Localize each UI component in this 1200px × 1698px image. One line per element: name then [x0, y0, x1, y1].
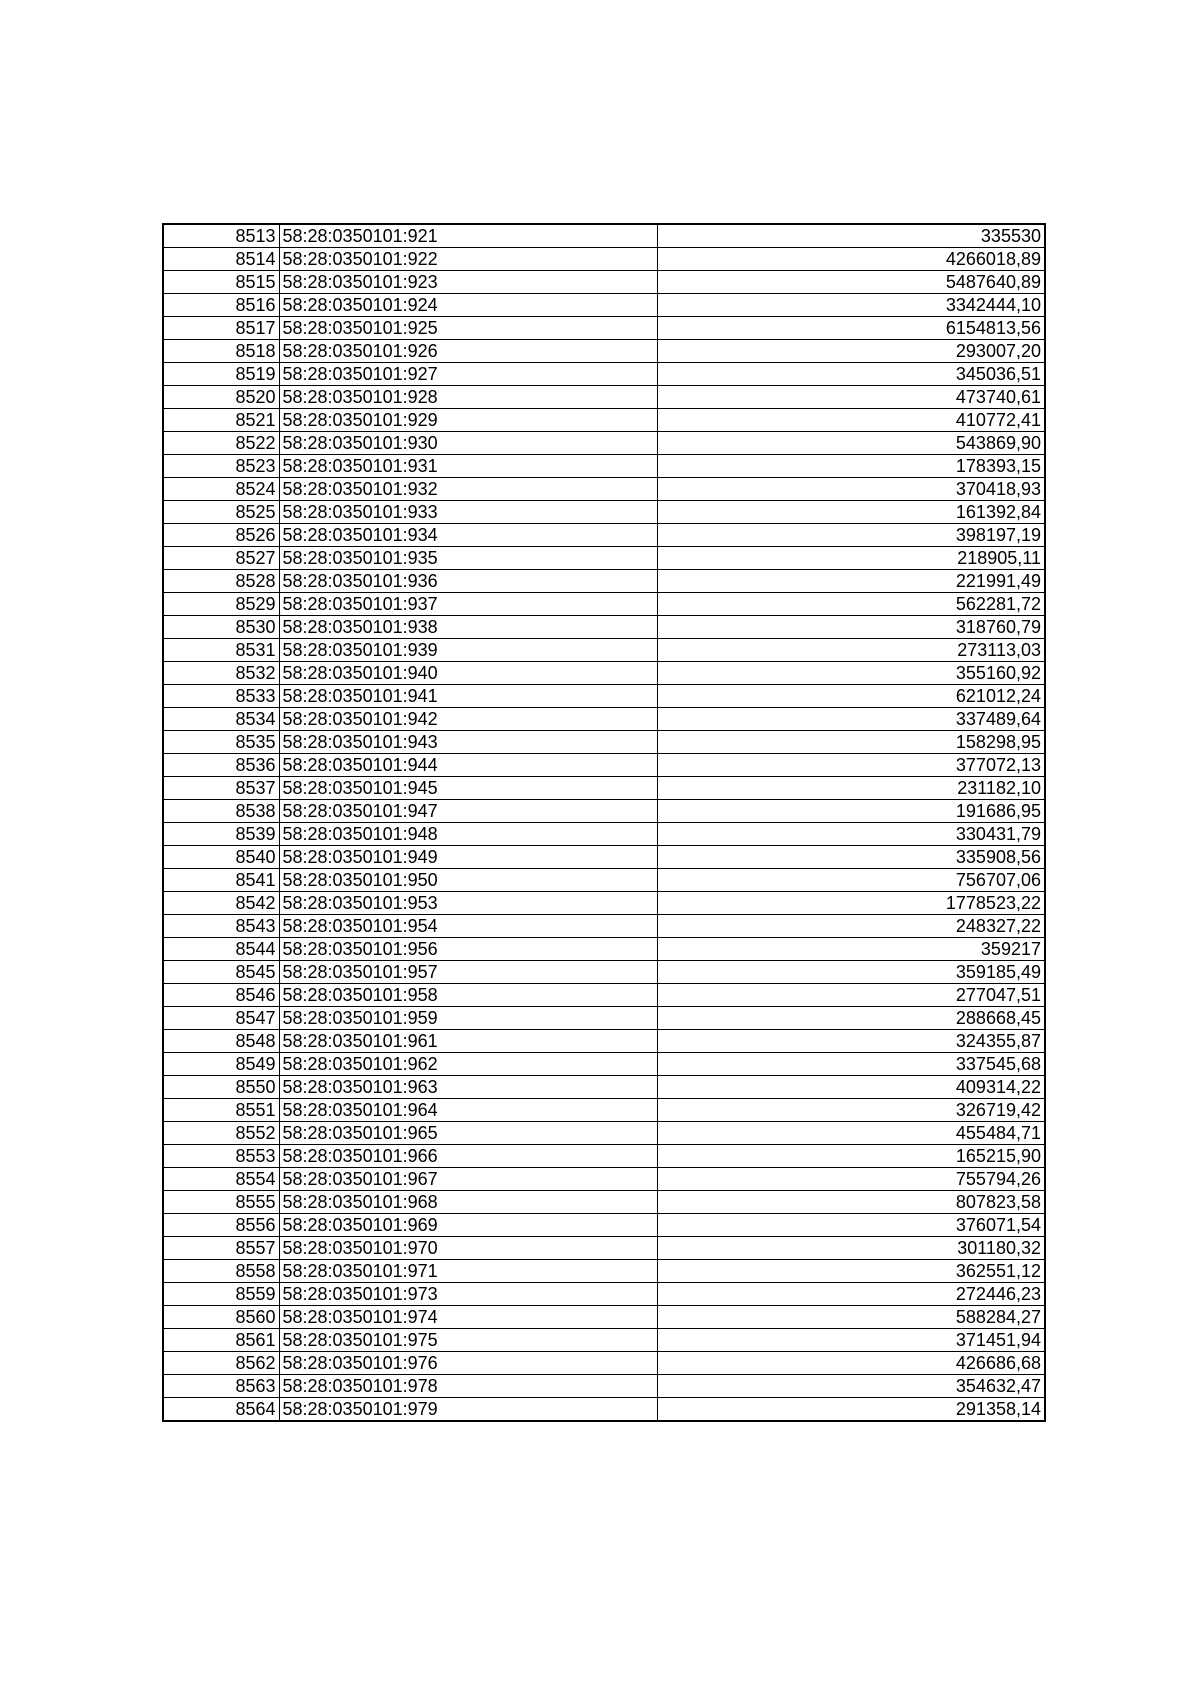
cadastral-value-cell: 588284,27	[657, 1306, 1045, 1329]
cadastral-number-cell: 58:28:0350101:926	[279, 340, 657, 363]
table-row	[163, 409, 1045, 432]
cadastral-number-cell: 58:28:0350101:953	[279, 892, 657, 915]
cadastral-number-cell: 58:28:0350101:948	[279, 823, 657, 846]
table-row	[163, 846, 1045, 869]
row-number-cell: 8533	[163, 685, 279, 708]
table-row	[163, 685, 1045, 708]
table-row	[163, 363, 1045, 386]
row-number-cell: 8538	[163, 800, 279, 823]
cadastral-number-cell: 58:28:0350101:921	[279, 224, 657, 248]
cadastral-value-cell: 473740,61	[657, 386, 1045, 409]
table-row	[163, 1283, 1045, 1306]
row-number-cell: 8514	[163, 248, 279, 271]
cadastral-value-cell: 277047,51	[657, 984, 1045, 1007]
row-number-cell: 8559	[163, 1283, 279, 1306]
cadastral-value-cell: 272446,23	[657, 1283, 1045, 1306]
table-row	[163, 892, 1045, 915]
cadastral-number-cell: 58:28:0350101:947	[279, 800, 657, 823]
cadastral-number-cell: 58:28:0350101:958	[279, 984, 657, 1007]
cadastral-number-cell: 58:28:0350101:934	[279, 524, 657, 547]
cadastral-number-cell: 58:28:0350101:935	[279, 547, 657, 570]
table-row	[163, 501, 1045, 524]
table-row	[163, 731, 1045, 754]
row-number-cell: 8539	[163, 823, 279, 846]
cadastral-value-cell: 218905,11	[657, 547, 1045, 570]
table-row	[163, 1145, 1045, 1168]
cadastral-number-cell: 58:28:0350101:974	[279, 1306, 657, 1329]
cadastral-value-cell: 326719,42	[657, 1099, 1045, 1122]
cadastral-number-cell: 58:28:0350101:943	[279, 731, 657, 754]
cadastral-number-cell: 58:28:0350101:966	[279, 1145, 657, 1168]
row-number-cell: 8534	[163, 708, 279, 731]
cadastral-value-cell: 398197,19	[657, 524, 1045, 547]
row-number-cell: 8558	[163, 1260, 279, 1283]
table-row	[163, 317, 1045, 340]
table-row	[163, 984, 1045, 1007]
cadastral-number-cell: 58:28:0350101:962	[279, 1053, 657, 1076]
cadastral-number-cell: 58:28:0350101:945	[279, 777, 657, 800]
row-number-cell: 8515	[163, 271, 279, 294]
table-row	[163, 1168, 1045, 1191]
row-number-cell: 8513	[163, 224, 279, 248]
cadastral-number-cell: 58:28:0350101:973	[279, 1283, 657, 1306]
cadastral-number-cell: 58:28:0350101:976	[279, 1352, 657, 1375]
cadastral-number-cell: 58:28:0350101:975	[279, 1329, 657, 1352]
table-row	[163, 1214, 1045, 1237]
row-number-cell: 8544	[163, 938, 279, 961]
row-number-cell: 8520	[163, 386, 279, 409]
cadastral-value-cell: 621012,24	[657, 685, 1045, 708]
cadastral-value-cell: 345036,51	[657, 363, 1045, 386]
row-number-cell: 8552	[163, 1122, 279, 1145]
cadastral-value-cell: 248327,22	[657, 915, 1045, 938]
row-number-cell: 8556	[163, 1214, 279, 1237]
cadastral-number-cell: 58:28:0350101:944	[279, 754, 657, 777]
table-row	[163, 823, 1045, 846]
row-number-cell: 8563	[163, 1375, 279, 1398]
table-row	[163, 1030, 1045, 1053]
row-number-cell: 8516	[163, 294, 279, 317]
cadastral-value-cell: 288668,45	[657, 1007, 1045, 1030]
cadastral-value-cell: 756707,06	[657, 869, 1045, 892]
cadastral-number-cell: 58:28:0350101:937	[279, 593, 657, 616]
cadastral-value-cell: 318760,79	[657, 616, 1045, 639]
cadastral-number-cell: 58:28:0350101:942	[279, 708, 657, 731]
cadastral-number-cell: 58:28:0350101:965	[279, 1122, 657, 1145]
cadastral-number-cell: 58:28:0350101:979	[279, 1398, 657, 1422]
cadastral-value-cell: 455484,71	[657, 1122, 1045, 1145]
table-row	[163, 708, 1045, 731]
table-row	[163, 478, 1045, 501]
table-row	[163, 432, 1045, 455]
table-row	[163, 1053, 1045, 1076]
cadastral-number-cell: 58:28:0350101:954	[279, 915, 657, 938]
row-number-cell: 8560	[163, 1306, 279, 1329]
table-row	[163, 662, 1045, 685]
cadastral-value-cell: 293007,20	[657, 340, 1045, 363]
table-row	[163, 1122, 1045, 1145]
cadastral-value-cell: 371451,94	[657, 1329, 1045, 1352]
table-row	[163, 915, 1045, 938]
cadastral-value-cell: 335908,56	[657, 846, 1045, 869]
cadastral-number-cell: 58:28:0350101:933	[279, 501, 657, 524]
cadastral-value-cell: 807823,58	[657, 1191, 1045, 1214]
row-number-cell: 8535	[163, 731, 279, 754]
table-row	[163, 1260, 1045, 1283]
cadastral-number-cell: 58:28:0350101:978	[279, 1375, 657, 1398]
cadastral-number-cell: 58:28:0350101:968	[279, 1191, 657, 1214]
table-row	[163, 593, 1045, 616]
table-row	[163, 340, 1045, 363]
table-row	[163, 570, 1045, 593]
cadastral-value-table	[162, 223, 1046, 1422]
cadastral-value-cell: 377072,13	[657, 754, 1045, 777]
row-number-cell: 8522	[163, 432, 279, 455]
cadastral-number-cell: 58:28:0350101:930	[279, 432, 657, 455]
row-number-cell: 8557	[163, 1237, 279, 1260]
cadastral-number-cell: 58:28:0350101:970	[279, 1237, 657, 1260]
row-number-cell: 8525	[163, 501, 279, 524]
table-row	[163, 547, 1045, 570]
cadastral-value-cell: 291358,14	[657, 1398, 1045, 1422]
cadastral-number-cell: 58:28:0350101:961	[279, 1030, 657, 1053]
row-number-cell: 8530	[163, 616, 279, 639]
cadastral-number-cell: 58:28:0350101:929	[279, 409, 657, 432]
row-number-cell: 8545	[163, 961, 279, 984]
table-row	[163, 777, 1045, 800]
cadastral-number-cell: 58:28:0350101:949	[279, 846, 657, 869]
cadastral-number-cell: 58:28:0350101:936	[279, 570, 657, 593]
row-number-cell: 8561	[163, 1329, 279, 1352]
row-number-cell: 8546	[163, 984, 279, 1007]
table-row	[163, 248, 1045, 271]
table-row	[163, 1352, 1045, 1375]
table-row	[163, 1306, 1045, 1329]
cadastral-number-cell: 58:28:0350101:938	[279, 616, 657, 639]
table-row	[163, 639, 1045, 662]
table-body	[163, 224, 1045, 1421]
row-number-cell: 8541	[163, 869, 279, 892]
cadastral-number-cell: 58:28:0350101:967	[279, 1168, 657, 1191]
cadastral-value-cell: 755794,26	[657, 1168, 1045, 1191]
table-row	[163, 524, 1045, 547]
cadastral-value-cell: 4266018,89	[657, 248, 1045, 271]
table-row	[163, 1099, 1045, 1122]
row-number-cell: 8550	[163, 1076, 279, 1099]
table-row	[163, 1076, 1045, 1099]
cadastral-value-cell: 335530	[657, 224, 1045, 248]
cadastral-number-cell: 58:28:0350101:969	[279, 1214, 657, 1237]
cadastral-value-cell: 354632,47	[657, 1375, 1045, 1398]
cadastral-value-cell: 543869,90	[657, 432, 1045, 455]
row-number-cell: 8562	[163, 1352, 279, 1375]
row-number-cell: 8526	[163, 524, 279, 547]
cadastral-number-cell: 58:28:0350101:941	[279, 685, 657, 708]
table-row	[163, 1191, 1045, 1214]
table-row	[163, 754, 1045, 777]
table-row	[163, 616, 1045, 639]
row-number-cell: 8540	[163, 846, 279, 869]
row-number-cell: 8543	[163, 915, 279, 938]
row-number-cell: 8528	[163, 570, 279, 593]
cadastral-value-cell: 221991,49	[657, 570, 1045, 593]
cadastral-number-cell: 58:28:0350101:931	[279, 455, 657, 478]
cadastral-value-cell: 355160,92	[657, 662, 1045, 685]
row-number-cell: 8536	[163, 754, 279, 777]
cadastral-value-cell: 5487640,89	[657, 271, 1045, 294]
row-number-cell: 8523	[163, 455, 279, 478]
cadastral-number-cell: 58:28:0350101:964	[279, 1099, 657, 1122]
row-number-cell: 8549	[163, 1053, 279, 1076]
cadastral-number-cell: 58:28:0350101:932	[279, 478, 657, 501]
cadastral-value-cell: 6154813,56	[657, 317, 1045, 340]
cadastral-value-cell: 191686,95	[657, 800, 1045, 823]
cadastral-number-cell: 58:28:0350101:957	[279, 961, 657, 984]
table-row	[163, 455, 1045, 478]
row-number-cell: 8551	[163, 1099, 279, 1122]
table-row	[163, 1237, 1045, 1260]
table-row	[163, 869, 1045, 892]
cadastral-value-cell: 359217	[657, 938, 1045, 961]
cadastral-number-cell: 58:28:0350101:928	[279, 386, 657, 409]
table-row	[163, 800, 1045, 823]
cadastral-number-cell: 58:28:0350101:956	[279, 938, 657, 961]
cadastral-value-cell: 426686,68	[657, 1352, 1045, 1375]
cadastral-number-cell: 58:28:0350101:939	[279, 639, 657, 662]
cadastral-value-cell: 376071,54	[657, 1214, 1045, 1237]
cadastral-value-cell: 1778523,22	[657, 892, 1045, 915]
row-number-cell: 8529	[163, 593, 279, 616]
table-row	[163, 294, 1045, 317]
cadastral-value-cell: 158298,95	[657, 731, 1045, 754]
cadastral-value-cell: 410772,41	[657, 409, 1045, 432]
cadastral-value-cell: 337545,68	[657, 1053, 1045, 1076]
cadastral-value-cell: 324355,87	[657, 1030, 1045, 1053]
cadastral-number-cell: 58:28:0350101:963	[279, 1076, 657, 1099]
row-number-cell: 8555	[163, 1191, 279, 1214]
cadastral-value-cell: 370418,93	[657, 478, 1045, 501]
table-row	[163, 224, 1045, 248]
cadastral-number-cell: 58:28:0350101:924	[279, 294, 657, 317]
row-number-cell: 8547	[163, 1007, 279, 1030]
cadastral-value-cell: 359185,49	[657, 961, 1045, 984]
table-row	[163, 1398, 1045, 1422]
cadastral-number-cell: 58:28:0350101:950	[279, 869, 657, 892]
table-row	[163, 961, 1045, 984]
row-number-cell: 8524	[163, 478, 279, 501]
row-number-cell: 8532	[163, 662, 279, 685]
table-row	[163, 271, 1045, 294]
row-number-cell: 8542	[163, 892, 279, 915]
cadastral-value-cell: 161392,84	[657, 501, 1045, 524]
row-number-cell: 8518	[163, 340, 279, 363]
cadastral-number-cell: 58:28:0350101:959	[279, 1007, 657, 1030]
row-number-cell: 8548	[163, 1030, 279, 1053]
cadastral-number-cell: 58:28:0350101:923	[279, 271, 657, 294]
table-row	[163, 386, 1045, 409]
cadastral-value-cell: 165215,90	[657, 1145, 1045, 1168]
cadastral-value-cell: 337489,64	[657, 708, 1045, 731]
cadastral-value-cell: 273113,03	[657, 639, 1045, 662]
row-number-cell: 8521	[163, 409, 279, 432]
cadastral-value-cell: 231182,10	[657, 777, 1045, 800]
row-number-cell: 8519	[163, 363, 279, 386]
cadastral-value-cell: 178393,15	[657, 455, 1045, 478]
row-number-cell: 8564	[163, 1398, 279, 1422]
row-number-cell: 8517	[163, 317, 279, 340]
cadastral-number-cell: 58:28:0350101:927	[279, 363, 657, 386]
cadastral-value-cell: 301180,32	[657, 1237, 1045, 1260]
cadastral-number-cell: 58:28:0350101:940	[279, 662, 657, 685]
cadastral-value-cell: 330431,79	[657, 823, 1045, 846]
row-number-cell: 8554	[163, 1168, 279, 1191]
cadastral-number-cell: 58:28:0350101:925	[279, 317, 657, 340]
row-number-cell: 8537	[163, 777, 279, 800]
table-row	[163, 938, 1045, 961]
cadastral-value-cell: 562281,72	[657, 593, 1045, 616]
cadastral-number-cell: 58:28:0350101:971	[279, 1260, 657, 1283]
row-number-cell: 8531	[163, 639, 279, 662]
cadastral-number-cell: 58:28:0350101:922	[279, 248, 657, 271]
cadastral-value-cell: 3342444,10	[657, 294, 1045, 317]
table-row	[163, 1375, 1045, 1398]
table-row	[163, 1007, 1045, 1030]
cadastral-value-cell: 362551,12	[657, 1260, 1045, 1283]
row-number-cell: 8553	[163, 1145, 279, 1168]
table-row	[163, 1329, 1045, 1352]
cadastral-value-cell: 409314,22	[657, 1076, 1045, 1099]
row-number-cell: 8527	[163, 547, 279, 570]
